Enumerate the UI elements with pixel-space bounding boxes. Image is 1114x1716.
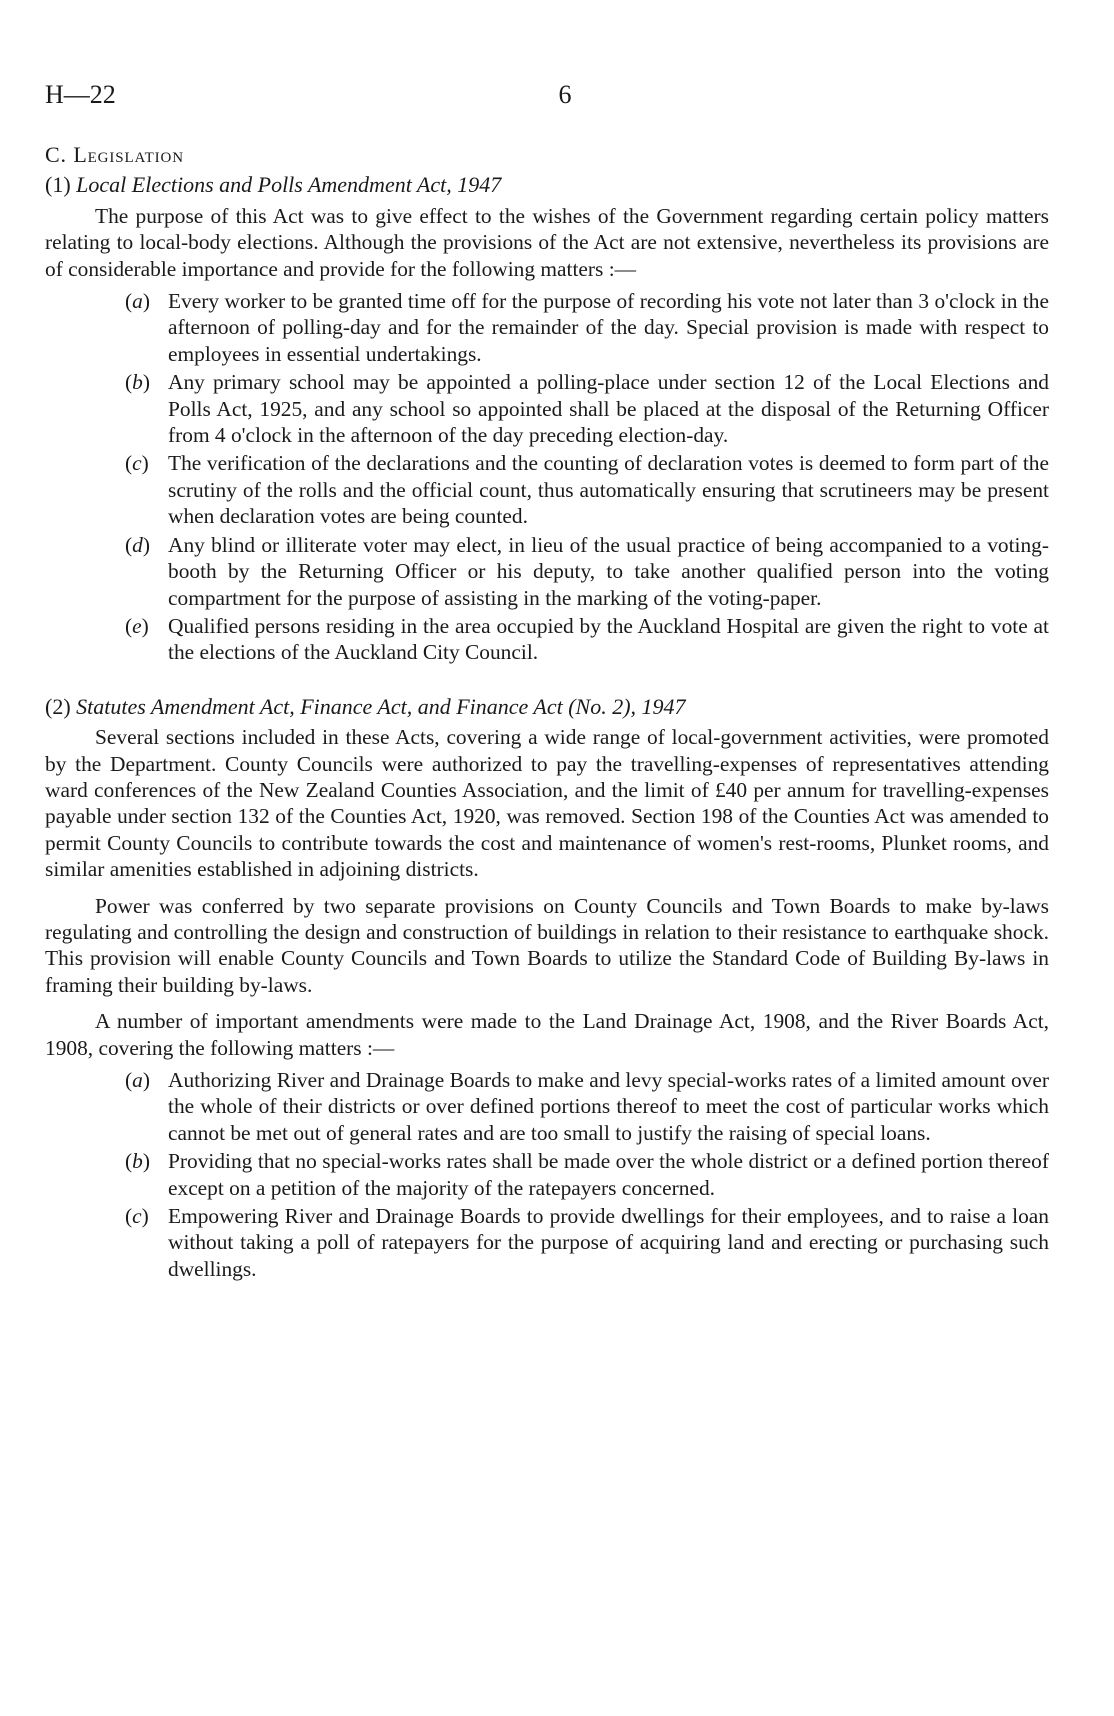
list-item-text: Authorizing River and Drainage Boards to make and levy special-works rates of a limited amount over the whole of their districts or over defined portions thereof to meet the cost of particular works which cannot be met out of general rates and are too small to justify the raising of special loans. — [168, 1068, 1049, 1145]
list-marker: (e) — [125, 613, 149, 638]
list-item — [45, 1203, 1049, 1282]
list-marker: (c) — [125, 1204, 149, 1229]
subsection-1-title: Local Elections and Polls Amendment Act, 1947 — [76, 172, 502, 198]
list-marker: (a) — [125, 289, 150, 314]
subsection-2-title-number: (No. 2) — [568, 693, 631, 719]
paragraph: Power was conferred by two separate provisions on County Councils and Town Boards to make by-laws regulating and controlling the design and construction of buildings in relation to their resistance to earthquake shock. This provision will enable County Councils and Town Boards to utilize the Standard Code of Building By-laws in framing their building by-laws. — [45, 893, 1049, 997]
list-marker: (d) — [125, 532, 150, 557]
list-item-text: Providing that no special-works rates shall be made over the whole district or a defined portion thereof except on a petition of the majority of the ratepayers concerned. — [168, 1149, 1049, 1200]
list-marker: (b) — [125, 1149, 150, 1174]
list-item — [45, 532, 1049, 611]
list-marker: (b) — [125, 370, 150, 395]
subsection-1-heading — [45, 172, 1049, 198]
list-marker: (c) — [125, 451, 149, 476]
subsection-1-list — [45, 288, 1049, 666]
paragraph: A number of important amendments were made to the Land Drainage Act, 1908, and the River Boards Act, 1908, covering the following matters :— — [45, 1009, 1049, 1060]
subsection-2-heading — [45, 694, 1049, 720]
subsection-2-title: Statutes Amendment Act, Finance Act, and Finance Act — [76, 693, 563, 719]
list-item-text: The verification of the declarations and the counting of declaration votes is deemed to form part of the scrutiny of the rolls and the official count, thus automatically ensuring that scrutineers may be present when declaration votes are being counted. — [168, 451, 1049, 529]
subsection-1-intro: The purpose of this Act was to give effect to the wishes of the Government regarding certain policy matters relating to local-body elections. Although the provisions of the Act are not extensive, nevertheless its provisions are of considerable importance and provide for the following matters :— — [45, 203, 1049, 281]
list-marker: (a) — [125, 1068, 150, 1092]
subsection-1-number: (1) — [45, 172, 71, 198]
list-item-text: Any primary school may be appointed a polling-place under section 12 of the Local Elections and Polls Act, 1925, and any school so appointed shall be placed at the disposal of the Returning Officer from 4 o'clock in the afternoon of the day preceding election-day. — [168, 370, 1049, 448]
list-item — [45, 288, 1049, 367]
subsection-2-number: (2) — [45, 693, 71, 719]
paragraph: Several sections included in these Acts, covering a wide range of local-government activities, were promoted by the Department. County Councils were authorized to pay the travelling-expenses of representatives attending ward conferences of the New Zealand Counties Association, and the limit of £40 per annum for travelling-expenses payable under section 132 of the Counties Act, 1920, was removed. Section 198 of the Counties Act was amended to permit County Councils to contribute towards the cost and maintenance of women's rest-rooms, Plunket rooms, and similar amenities established in adjoining districts. — [45, 725, 1049, 882]
document-reference: H—22 — [45, 80, 116, 109]
list-item — [45, 613, 1049, 666]
list-item-text: Any blind or illiterate voter may elect, in lieu of the usual practice of being accompanied to a voting-booth by the Returning Officer or his deputy, to take another qualified person into the voting compartment for the purpose of assisting in the marking of the voting-paper. — [168, 532, 1049, 610]
list-item — [45, 1067, 1049, 1146]
list-item — [45, 1148, 1049, 1201]
page-number: 6 — [558, 80, 572, 109]
list-item-text: Qualified persons residing in the area occupied by the Auckland Hospital are given the right to vote at the elections of the Auckland City Council. — [168, 613, 1049, 665]
list-item-text: Every worker to be granted time off for the purpose of recording his vote not later than 3 o'clock in the afternoon of polling-day and for the remainder of the day. Special provision is made with respect to employees in essential undertakings. — [168, 289, 1049, 366]
page-content — [45, 142, 1049, 1284]
list-item-text: Empowering River and Drainage Boards to provide dwellings for their employees, and to raise a loan without taking a poll of ratepayers for the purpose of acquiring land and erecting or purchasing such dwellings. — [168, 1204, 1049, 1281]
subsection-2-list — [45, 1067, 1049, 1282]
page-header — [45, 80, 1045, 120]
list-item — [45, 369, 1049, 448]
section-heading: C. Legislation — [45, 142, 184, 167]
list-item — [45, 450, 1049, 529]
subsection-2-title-year: , 1947 — [630, 693, 686, 719]
